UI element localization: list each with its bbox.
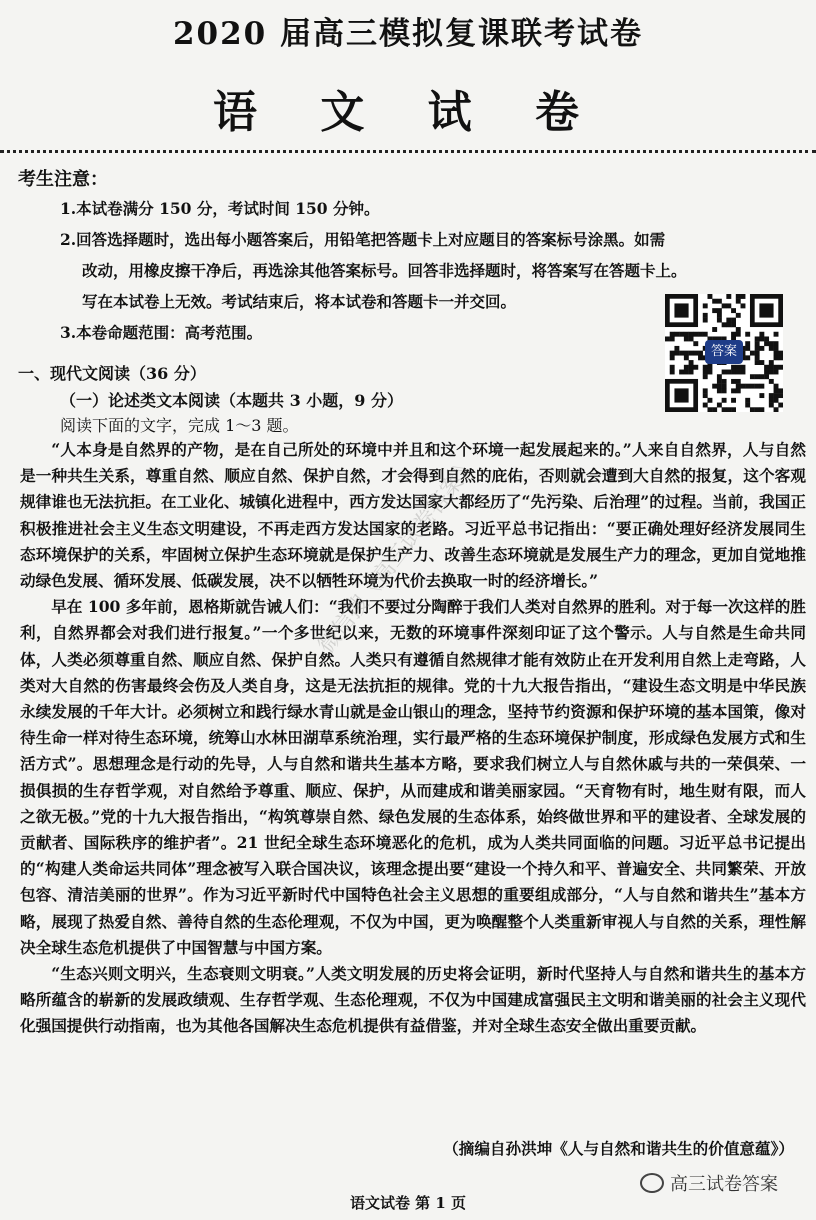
watermark-text: 微信搜《高三试卷答案》: [313, 452, 483, 659]
reading-instruction: 阅读下面的文字，完成 1～3 题。: [60, 416, 299, 435]
passage-paragraph-3: “生态兴则文明兴，生态衰则文明衰。”人类文明发展的历史将会证明，新时代坚持人与自然和谐共生的基本方略所蕴含的崭新的发展政绩观、生存哲学观、生态伦理观，不仅为中国建成富强民主文明和谐美丽的社会主义现代化强国提供行动指南，也为其他各国解决生态危机提供有益借鉴，并对全球生态安全做出重要贡献。: [20, 964, 806, 1036]
subsection-heading: （一）论述类文本阅读（本题共 3 小题，9 分）: [60, 391, 403, 410]
notice-item-3: 3.本卷命题范围：高考范围。: [60, 323, 263, 342]
notice-item-2: 2.回答选择题时，选出每小题答案后，用铅笔把答题卡上对应题目的答案标号涂黑。如需: [60, 230, 666, 249]
wechat-icon: [640, 1173, 664, 1193]
wechat-account-name: 高三试卷答案: [670, 1174, 778, 1195]
notice-heading: 考生注意：: [18, 169, 108, 190]
section-heading: 一、现代文阅读（36 分）: [18, 364, 206, 383]
subject-title: 语 文 试 卷: [213, 87, 603, 138]
passage-paragraph-2: 早在 100 多年前，恩格斯就告诫人们：“我们不要过分陶醉于我们人类对自然界的胜利。对于每一次这样的胜利，自然界都会对我们进行报复。”一个多世纪以来，无数的环境事件深刻印证了这个警示。人与自然是生命共同体，人类必须尊重自然、顺应自然、保护自然。人类只有遵循自然规律才能有效防止在开发利用自然上走弯路，人类对大自然的伤害最终会伤及人类自身，这是无法抗拒的规律。党的十九大报告指出，“建设生态文明是中华民族永续发展的千年大计。必须树立和践行绿水青山就是金山银山的理念，坚持节约资源和保护环境的基本国策，像对待生命一样对待生态环境，统筹山水林田湖草系统治理，实行最严格的生态环境保护制度，形成绿色发展方式和生活方式”。思想理念是行动的先导，人与自然和谐共生基本方略，要求我们树立人与自然休戚与共的一荣俱荣、一损俱损的生存哲学观，对自然给予尊重、顺应、保护，从而建成和谐美丽家园。“天育物有时，地生财有限，而人之欲无极。”党的十九大报告指出，“构筑尊崇自然、绿色发展的生态体系，始终做世界和平的建设者、全球发展的贡献者、国际秩序的维护者”。21 世纪全球生态环境恶化的危机，成为人类共同面临的问题。习近平总书记提出的“构建人类命运共同体”理念被写入联合国决议，该理念提出要“建设一个持久和平、普遍安全、共同繁荣、开放包容、清洁美丽的世界”。作为习近平新时代中国特色社会主义思想的重要组成部分，“人与自然和谐共生”基本方略，展现了热爱自然、善待自然的生态伦理观，不仅为中国，更为唤醒整个人类重新审视人与自然的关系，理性解决全球生态危机提供了中国智慧与中国方案。: [20, 597, 806, 957]
qr-code[interactable]: [665, 294, 783, 412]
exam-title: 2020 届高三模拟复课联考试卷: [172, 16, 644, 52]
dotted-divider: [0, 150, 816, 153]
notice-item-2-cont: 改动，用橡皮擦干净后，再选涂其他答案标号。回答非选择题时，将答案写在答题卡上。: [82, 261, 687, 280]
passage-source: （摘编自孙洪坤《人与自然和谐共生的价值意蕴》）: [443, 1139, 794, 1158]
notice-item-1: 1.本试卷满分 150 分，考试时间 150 分钟。: [60, 199, 380, 218]
passage-paragraph-1: “人本身是自然界的产物，是在自己所处的环境中并且和这个环境一起发展起来的。”人来自自然界，人与自然是一种共生关系，尊重自然、顺应自然、保护自然，才会得到自然的庇佑，否则就会遭到大自然的报复，这个客观规律谁也无法抗拒。在工业化、城镇化进程中，西方发达国家大都经历了“先污染、后治理”的过程。当前，我国正积极推进社会主义生态文明建设，不再走西方发达国家的老路。习近平总书记指出：“要正确处理好经济发展同生态环境保护的关系，牢固树立保护生态环境就是保护生产力、改善生态环境就是发展生产力的理念，更加自觉地推动绿色发展、循环发展、低碳发展，决不以牺牲环境为代价去换取一时的经济增长。”: [20, 440, 806, 591]
notice-item-2-cont2: 写在本试卷上无效。考试结束后，将本试卷和答题卡一并交回。: [82, 292, 517, 311]
qr-answer-badge: 答案: [705, 340, 743, 364]
page-footer: 语文试卷 第 1 页: [349, 1194, 467, 1212]
